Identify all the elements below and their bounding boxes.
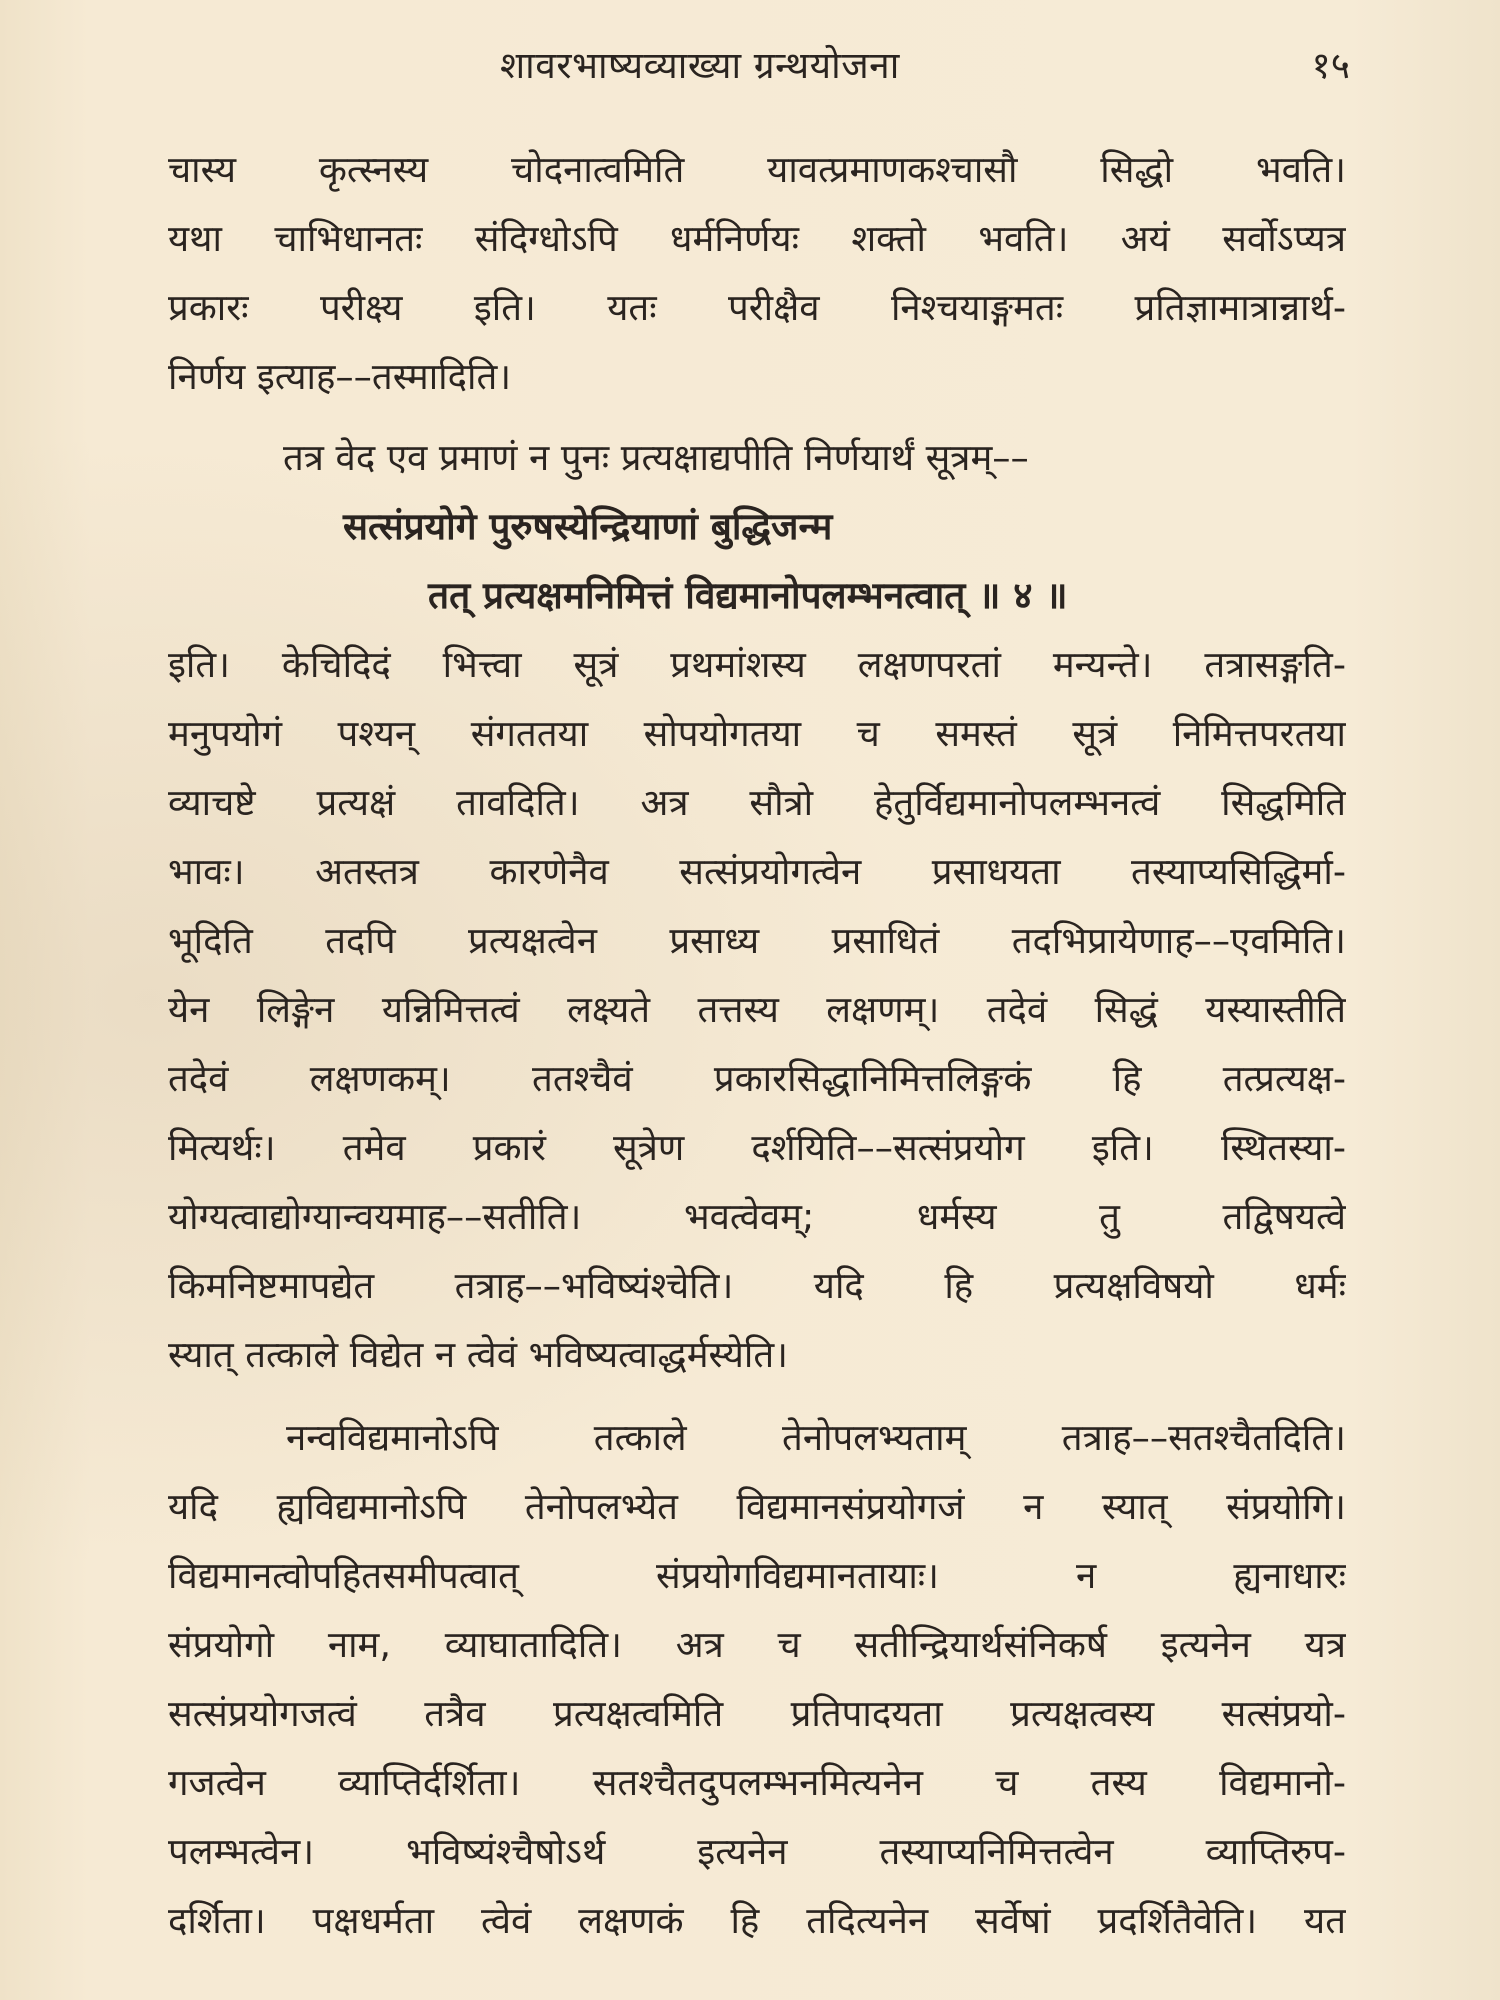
text-line: सत्संप्रयोगजत्वं तत्रैव प्रत्यक्षत्वमिति प्रतिपादयता प्रत्यक्षत्वस्य सत्संप्रयो- [168,1692,1346,1735]
page-body [168,135,1346,1955]
sutra-line-1: सत्संप्रयोगे पुरुषस्येन्द्रियाणां बुद्धिजन्म [343,505,833,548]
text-line: मित्यर्थः। तमेव प्रकारं सूत्रेण दर्शयिति––सत्संप्रयोग इति। स्थितस्या- [168,1126,1346,1169]
sutra-line-2: तत् प्रत्यक्षमनिमित्तं विद्यमानोपलम्भनत्वात् ॥ ४ ॥ [428,574,1068,617]
text-line: यदि ह्यविद्यमानोऽपि तेनोपलभ्येत विद्यमानसंप्रयोगजं न स्यात् संप्रयोगि। [168,1485,1346,1528]
text-line: संप्रयोगो नाम, व्याघातादिति। अत्र च सतीन्द्रियार्थसंनिकर्ष इत्यनेन यत्र [168,1623,1346,1666]
commentary-paragraph [168,630,1346,1389]
text-line: यथा चाभिधानतः संदिग्धोऽपि धर्मनिर्णयः शक्तो भवति। अयं सर्वोऽप्यत्र [168,217,1346,260]
opening-paragraph [168,135,1346,411]
text-line: नन्वविद्यमानोऽपि तत्काले तेनोपलभ्यताम् तत्राह––सतश्चैतदिति। [286,1416,1346,1459]
text-line: पलम्भत्वेन। भविष्यंश्चैषोऽर्थ इत्यनेन तस्याप्यनिमित्तत्वेन व्याप्तिरुप- [168,1830,1346,1873]
sutra-block [168,492,1346,630]
text-line: किमनिष्टमापद्येत तत्राह––भविष्यंश्चेति। यदि हि प्रत्यक्षविषयो धर्मः [168,1264,1346,1307]
text-line: भूदिति तदपि प्रत्यक्षत्वेन प्रसाध्य प्रसाधितं तदभिप्रायेणाह––एवमिति। [168,919,1346,962]
page-header [170,28,1350,98]
text-line: गजत्वेन व्याप्तिर्दर्शिता। सतश्चैतदुपलम्भनमित्यनेन च तस्य विद्यमानो- [168,1761,1346,1804]
text-line: प्रकारः परीक्ष्य इति। यतः परीक्षैव निश्चयाङ्गमतः प्रतिज्ञामात्रान्नार्थ- [168,286,1346,329]
text-line: चास्य कृत्स्नस्य चोदनात्वमिति यावत्प्रमाणकश्चासौ सिद्धो भवति। [168,148,1346,191]
text-line: व्याचष्टे प्रत्यक्षं तावदिति। अत्र सौत्रो हेतुर्विद्यमानोपलम्भनत्वं सिद्धमिति [168,781,1346,824]
final-paragraph [168,1403,1346,1955]
page-number: १५ [1311,44,1350,87]
text-line: योग्यत्वाद्योग्यान्वयमाह––सतीति। भवत्वेवम्; धर्मस्य तु तद्विषयत्वे [168,1195,1346,1238]
text-line: येन लिङ्गेन यन्निमित्तत्वं लक्ष्यते तत्तस्य लक्षणम्। तदेवं सिद्धं यस्यास्तीति [168,988,1346,1031]
text-line: विद्यमानत्वोपहितसमीपत्वात् संप्रयोगविद्यमानतायाः। न ह्यनाधारः [168,1554,1346,1597]
text-line: तदेवं लक्षणकम्। ततश्चैवं प्रकारसिद्धानिमित्तलिङ्गकं हि तत्प्रत्यक्ष- [168,1057,1346,1100]
text-line: भावः। अतस्तत्र कारणेनैव सत्संप्रयोगत्वेन प्रसाधयता तस्याप्यसिद्धिर्मा- [168,850,1346,893]
text-line: दर्शिता। पक्षधर्मता त्वेवं लक्षणकं हि तदित्यनेन सर्वेषां प्रदर्शितैवेति। यत [168,1899,1346,1942]
text-line: स्यात् तत्काले विद्येत न त्वेवं भविष्यत्वाद्धर्मस्येति। [168,1333,789,1376]
text-line: इति। केचिदिदं भित्त्वा सूत्रं प्रथमांशस्य लक्षणपरतां मन्यन्ते। तत्रासङ्गति- [168,643,1346,686]
text-line: निर्णय इत्याह––तस्मादिति। [168,355,512,398]
sutra-intro-line: तत्र वेद एव प्रमाणं न पुनः प्रत्यक्षाद्यपीति निर्णयार्थं सूत्रम्–– [283,436,1029,479]
text-line: मनुपयोगं पश्यन् संगततया सोपयोगतया च समस्तं सूत्रं निमित्तपरतया [168,712,1346,755]
running-title: शावरभाष्यव्याख्या ग्रन्थयोजना [500,44,900,87]
